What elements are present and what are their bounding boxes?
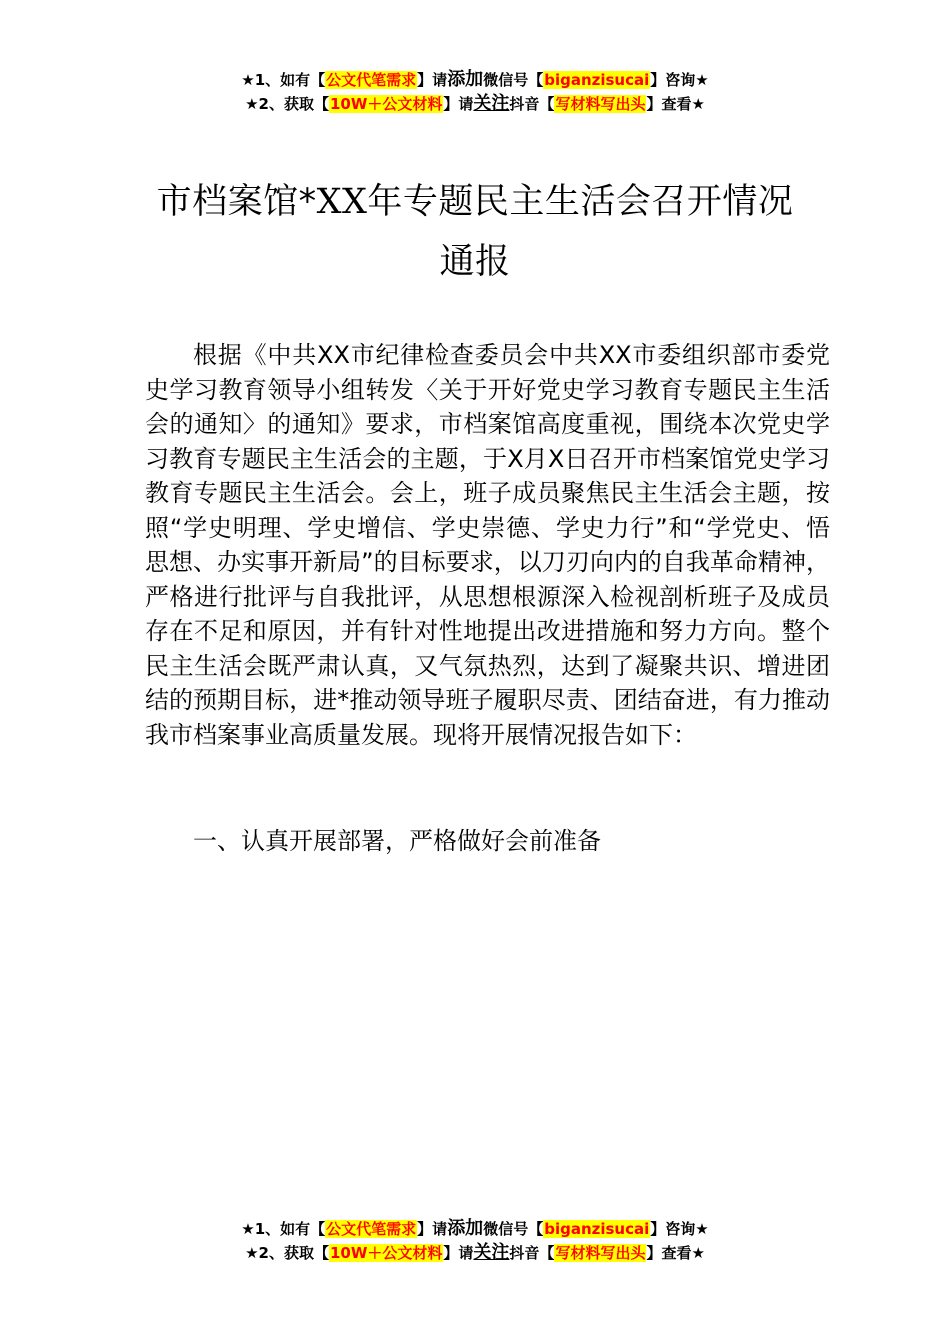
banner-text: 】请 (443, 1244, 474, 1262)
banner-line-1 (0, 68, 950, 92)
title-line-2: 通报 (439, 242, 511, 282)
emphasis-follow: 关注 (473, 93, 510, 114)
body-paragraph: 根据《中共XX市纪律检查委员会中共XX市委组织部市委党史学习教育领导小组转发〈关于开好党史学习教育专题民主生活会的通知〉的通知》要求，市档案馆高度重视，围绕本次党史学习教育专题民主生活会的主题，于X月X日召开市档案馆党史学习教育专题民主生活会。会上，班子成员聚焦民主生活会主题，按照“学史明理、学史增信、学史崇德、学史力行”和“学党史、悟思想、办实事开新局”的目标要求，以刀刃向内的自我革命精神，严格进行批评与自我批评，从思想根源深入检视剖析班子及成员存在不足和原因，并有针对性地提出改进措施和努力方向。整个民主生活会既严肃认真，又气氛热烈，达到了凝聚共识、增进团结的预期目标，进*推动领导班子履职尽责、团结奋进，有力推动我市档案事业高质量发展。现将开展情况报告如下： (145, 341, 830, 749)
highlight-wechat-id: biganzisucai (544, 71, 650, 89)
banner-text: ★1、如有【 (241, 71, 326, 89)
banner-line-1 (0, 1217, 950, 1241)
document-body (145, 338, 830, 752)
highlight-service: 公文代笔需求 (326, 71, 417, 89)
header-banner (0, 68, 950, 116)
title-text: 市档案馆* (156, 182, 317, 222)
emphasis-add: 添加 (447, 69, 484, 90)
highlight-materials: 10W＋公文材料 (329, 95, 443, 113)
highlight-wechat-id: biganzisucai (544, 1220, 650, 1238)
emphasis-follow: 关注 (473, 1242, 510, 1263)
title-text: 年专题民主生活会召开情况 (367, 182, 794, 222)
banner-text: 微信号【 (483, 71, 544, 89)
section-heading: 一、认真开展部署，严格做好会前准备 (193, 827, 601, 855)
banner-text: 】查看★ (646, 95, 705, 113)
banner-text: 微信号【 (483, 1220, 544, 1238)
banner-text: 】查看★ (646, 1244, 705, 1262)
highlight-douyin: 写材料写出头 (555, 95, 646, 113)
banner-text: ★2、获取【 (245, 1244, 329, 1262)
banner-text: 】请 (417, 1220, 448, 1238)
banner-text: 】咨询★ (650, 1220, 709, 1238)
banner-line-2 (0, 1241, 950, 1265)
title-line-1 (0, 172, 950, 232)
banner-text: 抖音【 (509, 1244, 555, 1262)
banner-text: ★2、获取【 (245, 95, 329, 113)
banner-text: 】咨询★ (650, 71, 709, 89)
banner-text: ★1、如有【 (241, 1220, 326, 1238)
highlight-douyin: 写材料写出头 (555, 1244, 646, 1262)
banner-text: 】请 (417, 71, 448, 89)
banner-text: 抖音【 (509, 95, 555, 113)
title-text: XX (316, 182, 368, 222)
highlight-service: 公文代笔需求 (326, 1220, 417, 1238)
document-title (0, 172, 950, 292)
footer-banner (0, 1217, 950, 1265)
emphasis-add: 添加 (447, 1218, 484, 1239)
banner-line-2 (0, 92, 950, 116)
banner-text: 】请 (443, 95, 474, 113)
highlight-materials: 10W＋公文材料 (329, 1244, 443, 1262)
